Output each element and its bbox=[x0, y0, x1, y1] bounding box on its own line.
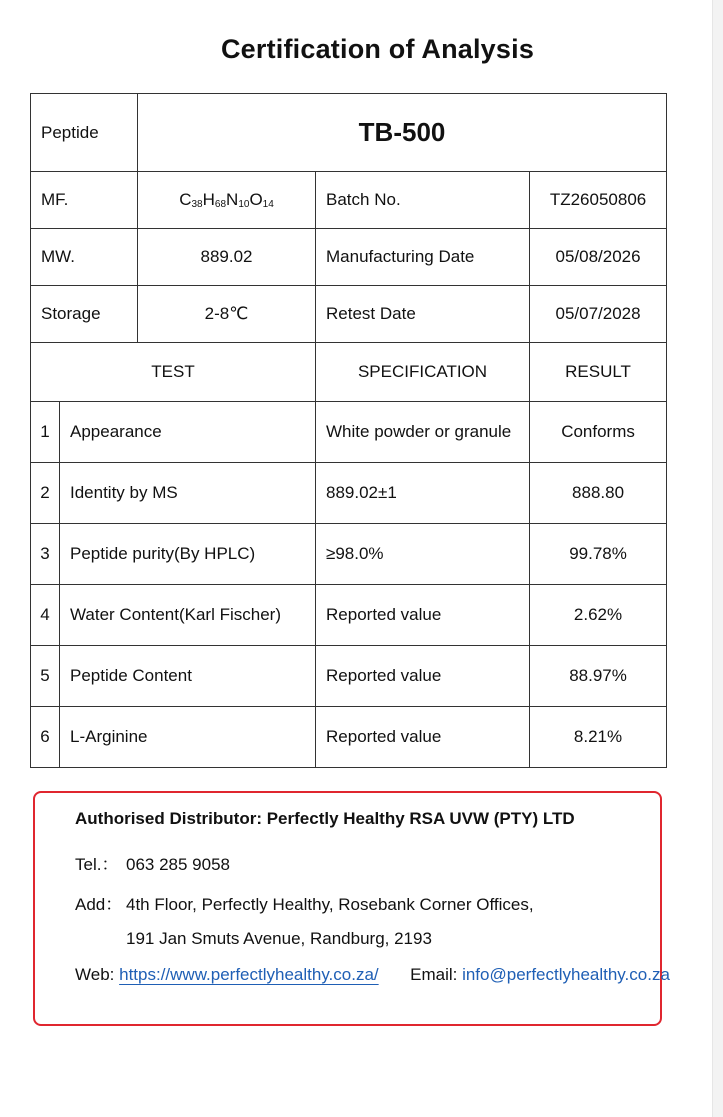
website-link[interactable]: https://www.perfectlyhealthy.co.za/ bbox=[119, 965, 379, 984]
test-name: Appearance bbox=[60, 402, 316, 463]
test-specification: White powder or granule bbox=[316, 402, 530, 463]
distributor-box bbox=[33, 791, 670, 1026]
test-result: 8.21% bbox=[530, 707, 667, 768]
test-number: 4 bbox=[31, 585, 60, 646]
table-row bbox=[31, 463, 667, 524]
result-header: RESULT bbox=[530, 343, 667, 402]
table-row bbox=[31, 402, 667, 463]
test-name: Identity by MS bbox=[60, 463, 316, 524]
table-row bbox=[31, 646, 667, 707]
page-edge bbox=[712, 0, 723, 1117]
peptide-label: Peptide bbox=[31, 94, 138, 172]
tel-line bbox=[75, 850, 230, 875]
web-label: Web: bbox=[75, 965, 115, 984]
test-number: 6 bbox=[31, 707, 60, 768]
mf-label: MF. bbox=[31, 172, 138, 229]
tel-value: 063 285 9058 bbox=[126, 855, 230, 874]
test-specification: 889.02±1 bbox=[316, 463, 530, 524]
test-name: Peptide Content bbox=[60, 646, 316, 707]
test-specification: Reported value bbox=[316, 585, 530, 646]
test-name: Water Content(Karl Fischer) bbox=[60, 585, 316, 646]
retest-label: Retest Date bbox=[316, 286, 530, 343]
tel-label: Tel.： bbox=[75, 855, 119, 874]
document-title: Certification of Analysis bbox=[220, 34, 535, 64]
test-header: TEST bbox=[31, 343, 316, 402]
test-name: Peptide purity(By HPLC) bbox=[60, 524, 316, 585]
mw-value: 889.02 bbox=[138, 229, 316, 286]
molecular-formula: $C_{38}H_{68}N_{10}O_{14}$ bbox=[138, 172, 316, 229]
test-number: 1 bbox=[31, 402, 60, 463]
test-header-row bbox=[31, 343, 667, 402]
address-line bbox=[75, 890, 534, 915]
address-label: Add： bbox=[75, 895, 123, 914]
email-label: Email: bbox=[410, 965, 458, 984]
table-row bbox=[31, 524, 667, 585]
web-email-line bbox=[75, 965, 670, 985]
test-result: Conforms bbox=[530, 402, 667, 463]
storage-value: 2-8℃ bbox=[138, 286, 316, 343]
mw-row bbox=[31, 229, 667, 286]
peptide-name: TB-500 bbox=[138, 94, 667, 172]
specification-header: SPECIFICATION bbox=[316, 343, 530, 402]
storage-row bbox=[31, 286, 667, 343]
test-result: 88.97% bbox=[530, 646, 667, 707]
test-name: L-Arginine bbox=[60, 707, 316, 768]
test-result: 2.62% bbox=[530, 585, 667, 646]
peptide-row bbox=[31, 94, 667, 172]
test-specification: Reported value bbox=[316, 646, 530, 707]
email-link[interactable]: info@perfectlyhealthy.co.za bbox=[462, 965, 670, 984]
mw-label: MW. bbox=[31, 229, 138, 286]
test-number: 2 bbox=[31, 463, 60, 524]
retest-value: 05/07/2028 bbox=[530, 286, 667, 343]
mf-row bbox=[31, 172, 667, 229]
table-row bbox=[31, 707, 667, 768]
storage-label: Storage bbox=[31, 286, 138, 343]
batch-label: Batch No. bbox=[316, 172, 530, 229]
test-number: 5 bbox=[31, 646, 60, 707]
test-result: 888.80 bbox=[530, 463, 667, 524]
test-specification: Reported value bbox=[316, 707, 530, 768]
test-result: 99.78% bbox=[530, 524, 667, 585]
test-specification: ≥98.0% bbox=[316, 524, 530, 585]
address-line-1: 4th Floor, Perfectly Healthy, Rosebank Corner Offices, bbox=[126, 895, 534, 914]
distributor-heading: Authorised Distributor: Perfectly Healthy RSA UVW (PTY) LTD bbox=[75, 809, 575, 828]
batch-value: TZ26050806 bbox=[530, 172, 667, 229]
mfg-date-label: Manufacturing Date bbox=[316, 229, 530, 286]
test-number: 3 bbox=[31, 524, 60, 585]
address-line-2: 191 Jan Smuts Avenue, Randburg, 2193 bbox=[126, 929, 432, 948]
analysis-table bbox=[30, 93, 667, 768]
table-row bbox=[31, 585, 667, 646]
mfg-date-value: 05/08/2026 bbox=[530, 229, 667, 286]
